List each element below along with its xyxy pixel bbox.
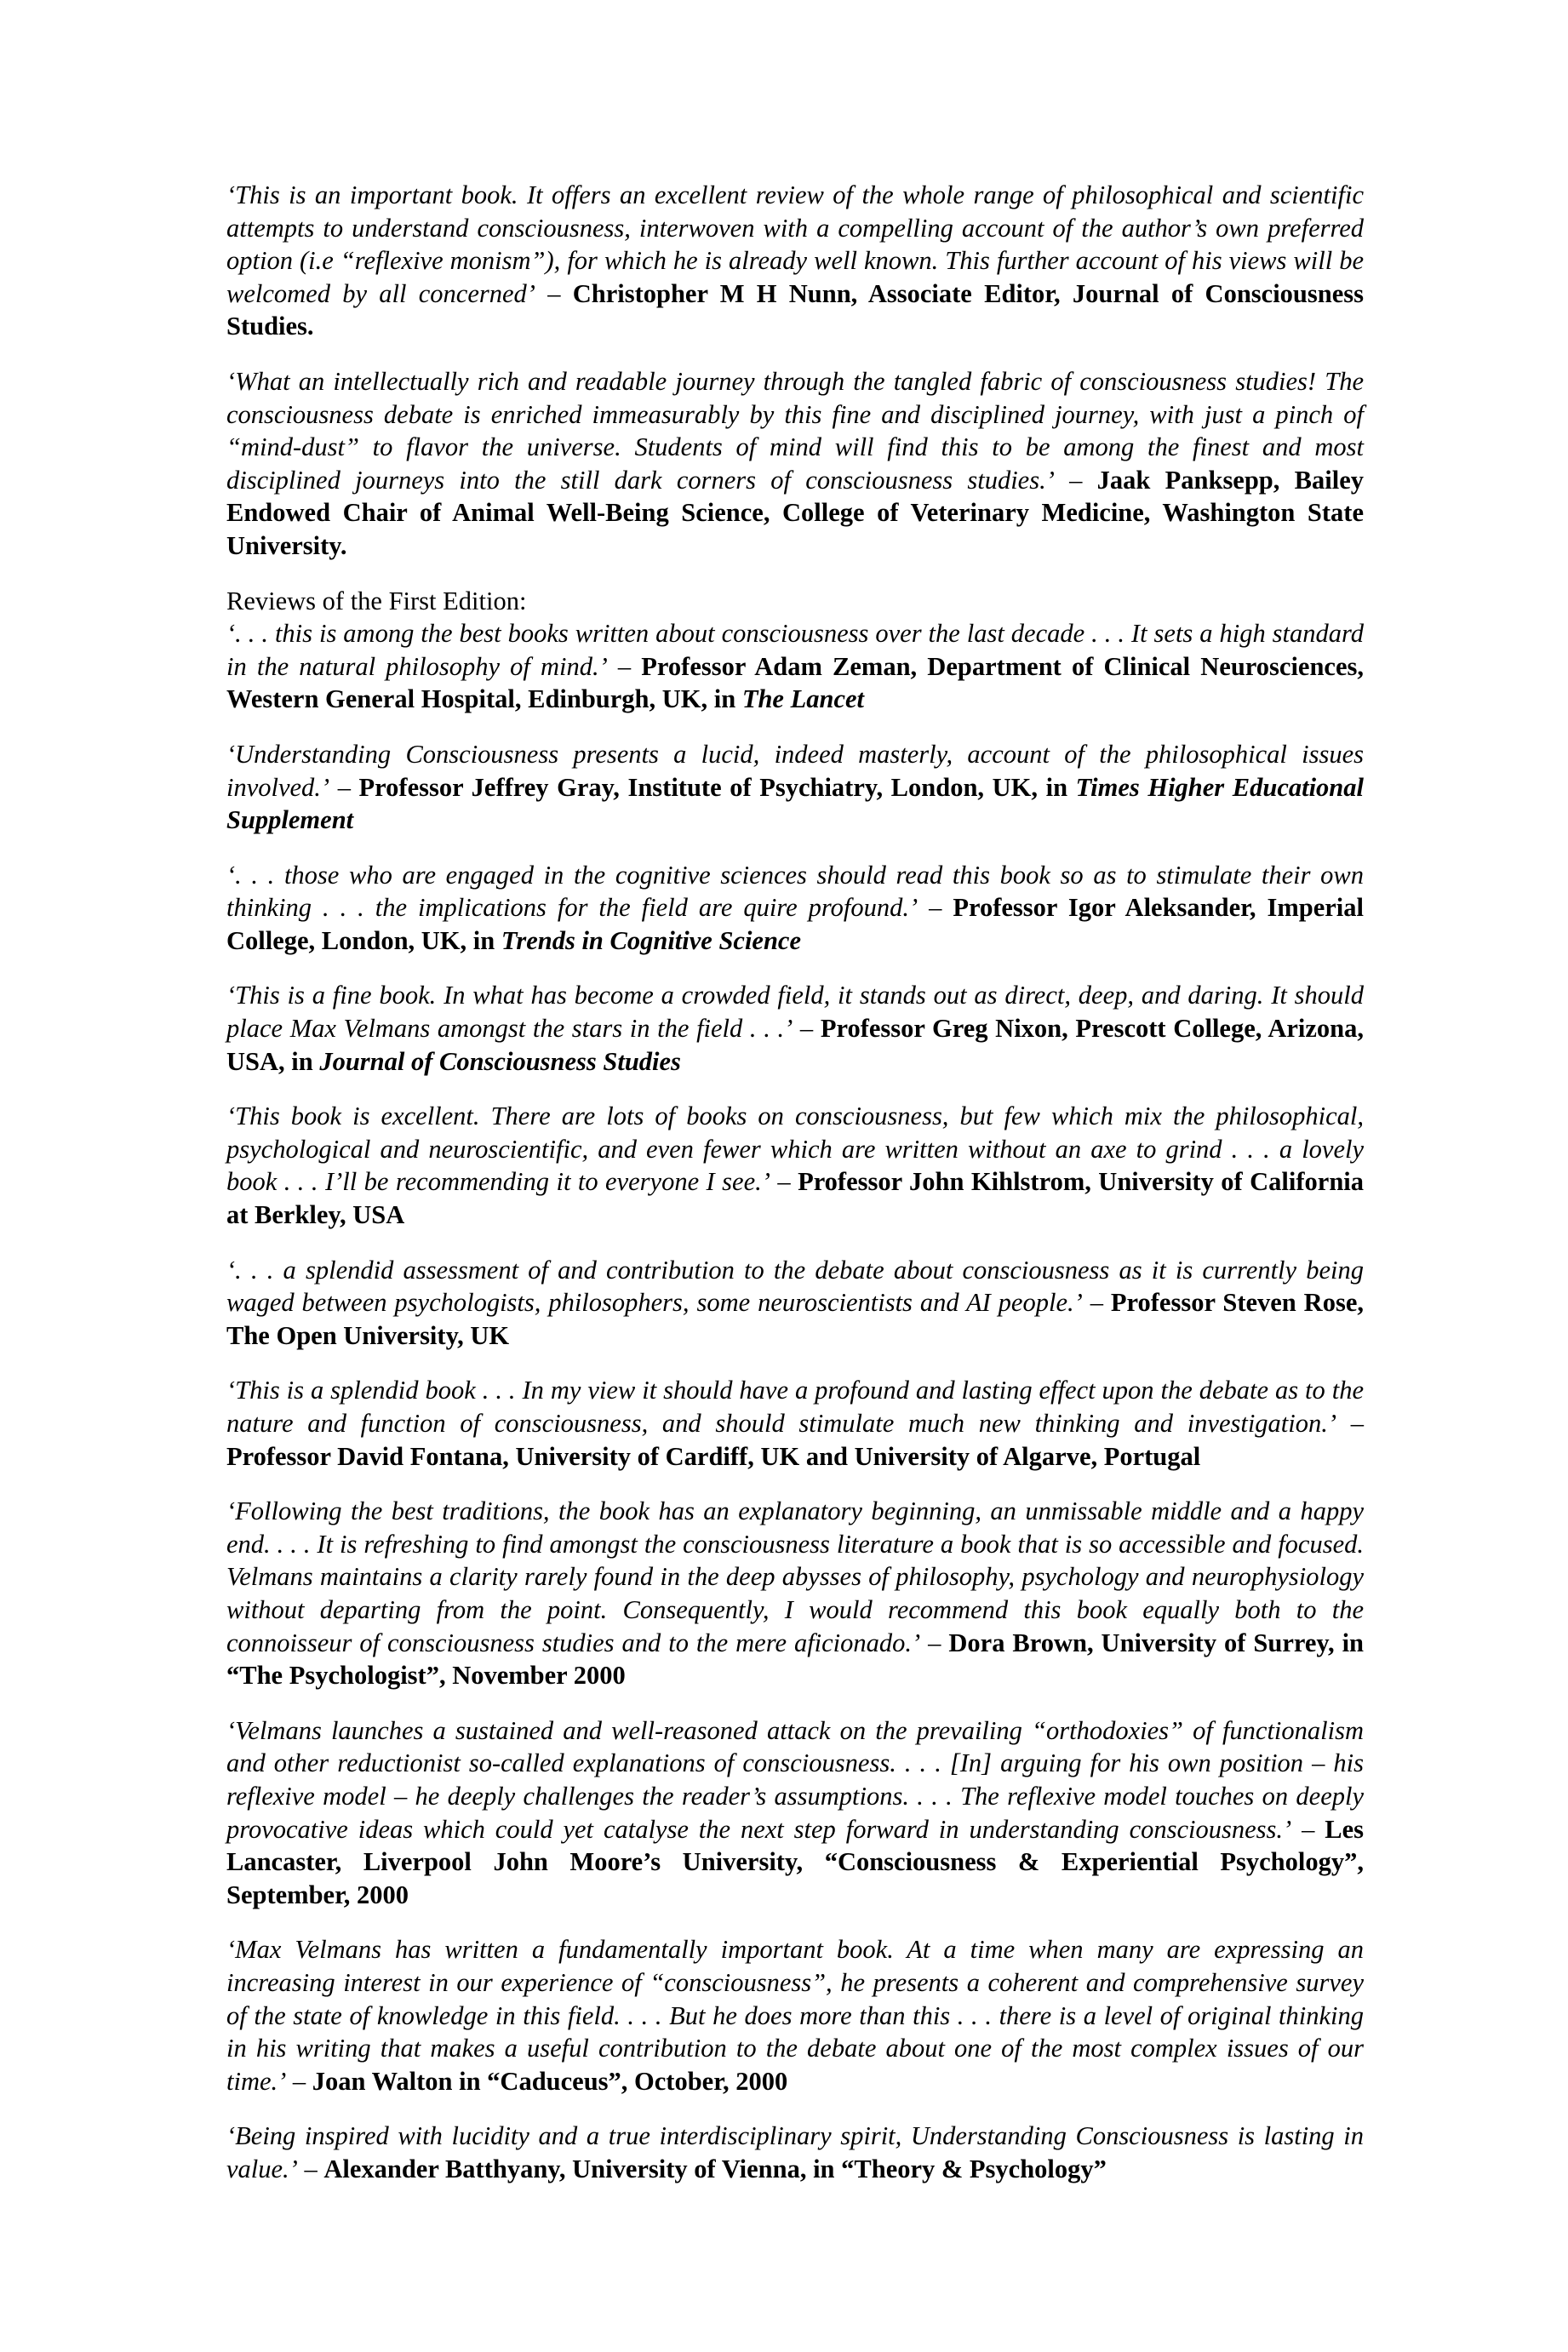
first-edition-heading: Reviews of the First Edition: xyxy=(226,586,527,615)
review-publication: Journal of Consciousness Studies xyxy=(319,1046,681,1076)
review-panksepp xyxy=(226,365,1364,563)
review-publication: Trends in Cognitive Science xyxy=(501,925,801,955)
review-dash: – xyxy=(607,651,642,681)
review-batthyany xyxy=(226,2120,1364,2185)
review-nunn xyxy=(226,179,1364,343)
review-quote: ‘This book is excellent. There are lots of books on consciousness, but few which mix the philosophical, psychological and neuroscientific, and even fewer which are written without an axe to grind . . . a lovely book . . . I’ll be recommending it to everyone I see.’ xyxy=(226,1102,1364,1197)
review-quote: ‘Following the best traditions, the book has an explanatory beginning, an unmissable middle and a happy end. . . . It is refreshing to find amongst the consciousness literature a book that is so accessible and focused. Velmans maintains a clarity rarely found in the deep abysses of philosophy, psychology and neurophysiology without departing from the point. Consequently, I would recommend this book equally both to the connoisseur of consciousness studies and to the mere aficionado.’ xyxy=(226,1496,1364,1657)
review-dash: – xyxy=(297,2154,324,2183)
review-quote: ‘This is an important book. It offers an excellent review of the whole range of philosophical and scientific attempts to understand consciousness, interwoven with a compelling account of the author’s own preferred option (i.e “reflexive monism”), for which he is already well known. This further account of his views will be welcomed by all concerned’ xyxy=(226,180,1364,308)
review-attribution: Professor Steven Rose, The Open University, UK xyxy=(226,1288,1364,1350)
review-zeman xyxy=(226,617,1364,716)
review-dash: – xyxy=(1054,465,1097,495)
review-dash: – xyxy=(329,772,359,802)
review-rose xyxy=(226,1254,1364,1353)
review-attribution: Christopher M H Nunn, Associate Editor, Journal of Consciousness Studies. xyxy=(226,278,1364,341)
review-attribution: Professor Greg Nixon, Prescott College, Arizona, USA, in xyxy=(226,1014,1365,1076)
review-dash: – xyxy=(920,1628,949,1657)
review-attribution: Les Lancaster, Liverpool John Moore’s University, “Consciousness & Experiential Psychology”, September, 2000 xyxy=(226,1814,1364,1909)
review-publication: Times Higher Educational Supplement xyxy=(226,772,1364,835)
review-aleksander xyxy=(226,859,1364,958)
review-fontana xyxy=(226,1374,1364,1473)
review-attribution: Joan Walton in “Caduceus”, October, 2000 xyxy=(312,2066,788,2096)
review-quote: ‘Understanding Consciousness presents a lucid, indeed masterly, account of the philosophical issues involved.’ xyxy=(226,739,1364,802)
review-nixon xyxy=(226,979,1364,1078)
review-dash: – xyxy=(1291,1814,1325,1844)
review-publication: The Lancet xyxy=(741,684,864,714)
review-dash: – xyxy=(1082,1288,1111,1318)
review-dash: – xyxy=(918,893,953,923)
review-quote: ‘. . . this is among the best books written about consciousness over the last decade . . . It sets a high standard in the natural philosophy of mind.’ xyxy=(226,619,1364,681)
review-quote: ‘Being inspired with lucidity and a true interdisciplinary spirit, Understanding Consciousness is lasting in value.’ xyxy=(226,2121,1364,2183)
review-gray xyxy=(226,738,1364,837)
review-attribution: Professor David Fontana, University of Cardiff, UK and University of Algarve, Portugal xyxy=(226,1441,1201,1471)
review-quote: ‘What an intellectually rich and readable journey through the tangled fabric of consciousness studies! The consciousness debate is enriched immeasurably by this fine and disciplined journey, with just a pinch of “mind-dust” to flavor the universe. Students of mind will find this to be among the finest and most disciplined journeys into the still dark corners of consciousness studies.’ xyxy=(226,366,1364,495)
review-quote: ‘Max Velmans has written a fundamentally important book. At a time when many are expressing an increasing interest in our experience of “consciousness”, he presents a coherent and comprehensive survey of the state of knowledge in this field. . . . But he does more than this . . . there is a level of original thinking in his writing that makes a useful contribution to the debate about one of the most complex issues of our time.’ xyxy=(226,1935,1364,2096)
review-lancaster xyxy=(226,1714,1364,1912)
review-attribution: Professor Igor Aleksander, Imperial College, London, UK, in xyxy=(226,893,1364,955)
review-kihlstrom xyxy=(226,1100,1364,1231)
review-dash: – xyxy=(286,2066,312,2096)
review-walton xyxy=(226,1933,1364,2097)
review-quote: ‘. . . those who are engaged in the cognitive sciences should read this book so as to stimulate their own thinking . . . the implications for the field are quire profound.’ xyxy=(226,860,1364,923)
review-attribution: Dora Brown, University of Surrey, in “The Psychologist”, November 2000 xyxy=(226,1628,1365,1691)
review-brown xyxy=(226,1495,1364,1692)
review-attribution: Professor John Kihlstrom, University of California at Berkley, USA xyxy=(226,1167,1364,1230)
review-attribution: Alexander Batthyany, University of Vienna, in “Theory & Psychology” xyxy=(323,2154,1107,2183)
review-quote: ‘This is a splendid book . . . In my view it should have a profound and lasting effect upon the debate as to the nature and function of consciousness, and should stimulate much new thinking and investigation.’ xyxy=(226,1376,1364,1438)
review-quote: ‘. . . a splendid assessment of and contribution to the debate about consciousness as it is currently being waged between psychologists, philosophers, some neuroscientists and AI people.’ xyxy=(226,1255,1364,1318)
review-dash: – xyxy=(535,278,573,308)
reviews-page xyxy=(226,179,1364,2207)
review-dash: – xyxy=(1336,1409,1365,1438)
first-edition-group xyxy=(226,585,1364,716)
review-attribution: Jaak Panksepp, Bailey Endowed Chair of Animal Well-Being Science, College of Veterinary Medicine, Washington State University. xyxy=(226,465,1364,560)
review-attribution: Professor Jeffrey Gray, Institute of Psychiatry, London, UK, in xyxy=(358,772,1076,802)
review-dash: – xyxy=(793,1014,821,1044)
review-attribution: Professor Adam Zeman, Department of Clinical Neurosciences, Western General Hospital, Edinburgh, UK, in xyxy=(226,651,1364,714)
review-quote: ‘This is a fine book. In what has become a crowded field, it stands out as direct, deep, and daring. It should place Max Velmans amongst the stars in the field . . .’ xyxy=(226,981,1364,1044)
review-quote: ‘Velmans launches a sustained and well-reasoned attack on the prevailing “orthodoxies” of functionalism and other reductionist so-called explanations of consciousness. . . . [In] arguing for his own position – his reflexive model – he deeply challenges the reader’s assumptions. . . . The reflexive model touches on deeply provocative ideas which could yet catalyse the next step forward in understanding consciousness.’ xyxy=(226,1715,1364,1844)
review-dash: – xyxy=(770,1167,798,1197)
